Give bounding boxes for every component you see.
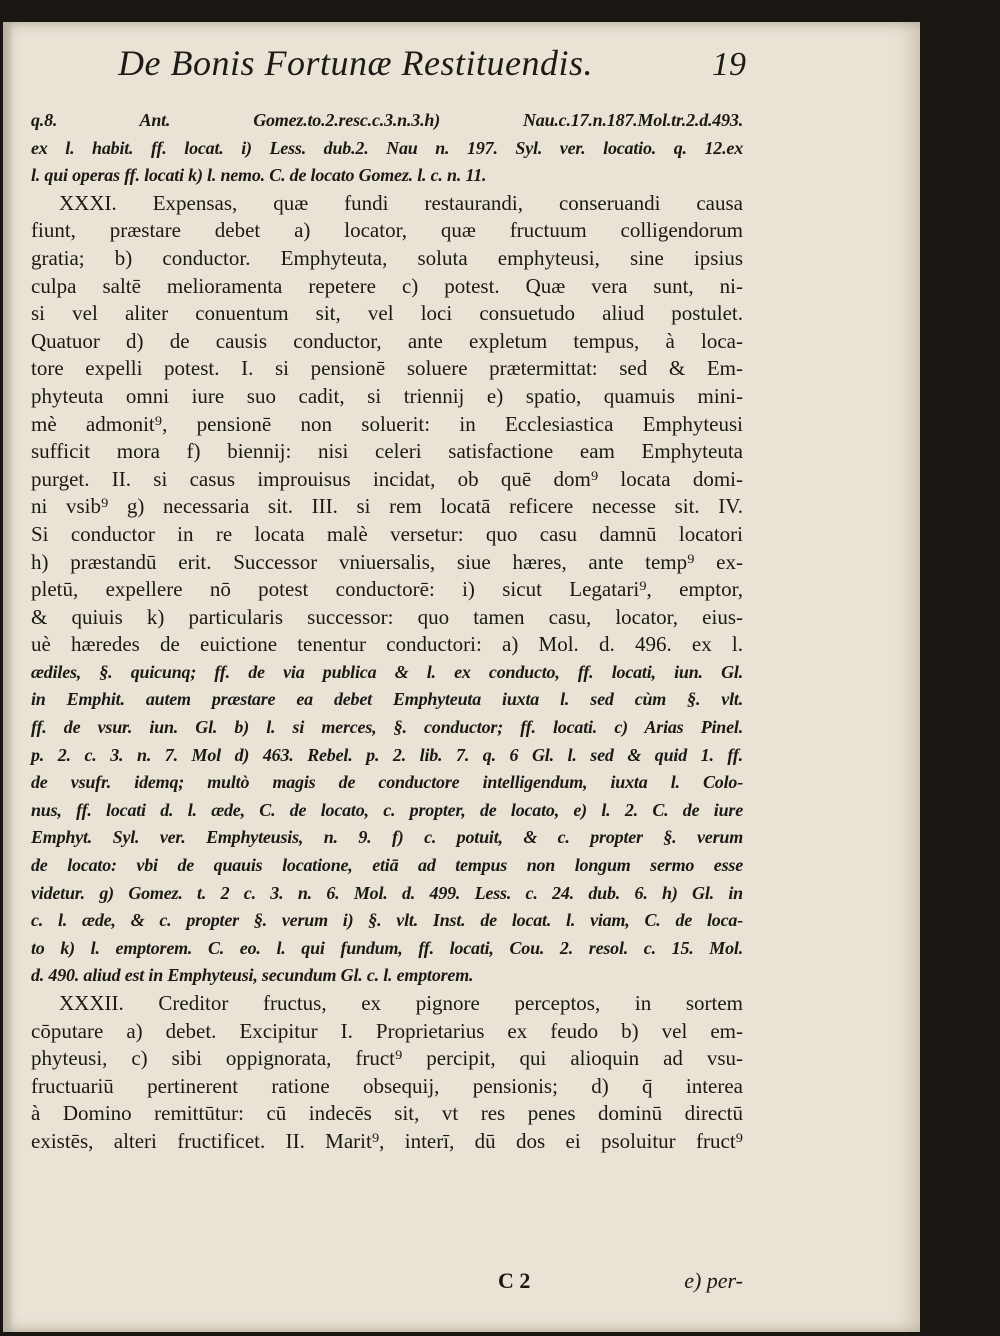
signature-mark: C 2: [498, 1268, 531, 1293]
text-line: uè hæredes de euictione tenentur conductori: a) Mol. d. 496. ex l.: [31, 632, 743, 657]
text-line: purget. II. si casus improuisus incidat, ob quē dom⁹ locata domi-: [31, 466, 743, 491]
footnote-line: videtur. g) Gomez. t. 2 c. 3. n. 6. Mol. d. 499. Less. c. 24. dub. 6. h) Gl. in: [31, 882, 743, 903]
footnote-line: q.8. Ant. Gomez.to.2.resc.c.3.n.3.h) Nau.c.17.n.187.Mol.tr.2.d.493.: [31, 110, 743, 130]
footnote-line: ædiles, §. quicunq; ff. de via publica & l. ex conducto, ff. locati, iun. Gl.: [31, 661, 743, 682]
footnote-line: Emphyt. Syl. ver. Emphyteusis, n. 9. f) c. potuit, & c. propter §. verum: [31, 827, 743, 848]
text-line: sufficit mora f) biennij: nisi celeri satisfactione eam Emphyteuta: [31, 439, 743, 464]
footnote-line: l. qui operas ff. locati k) l. nemo. C. de locato Gomez. l. c. n. 11.: [31, 165, 487, 186]
footnote-line: de vsufr. idemq; multò magis de conductore intelligendum, iuxta l. Colo-: [31, 772, 743, 793]
footnote-line: ex l. habit. ff. locat. i) Less. dub.2. Nau n. 197. Syl. ver. locatio. q. 12.ex: [31, 137, 743, 158]
text-line: & quiuis k) particularis successor: quo tamen casu, locator, eius-: [31, 604, 743, 629]
catchword: e) per-: [684, 1268, 743, 1293]
text-line: phyteuta omni iure suo cadit, si triennij e) spatio, quamuis mini-: [31, 383, 743, 408]
text-line: XXXII. Creditor fructus, ex pignore perceptos, in sortem: [59, 991, 743, 1015]
page-footer: [483, 1268, 743, 1302]
text-line: XXXI. Expensas, quæ fundi restaurandi, conseruandi causa: [59, 190, 743, 215]
footnote-line: p. 2. c. 3. n. 7. Mol d) 463. Rebel. p. 2. lib. 7. q. 6 Gl. l. sed & quid 1. ff.: [31, 744, 743, 765]
footnote-line: to k) l. emptorem. C. eo. l. qui fundum, ff. locati, Cou. 2. resol. c. 15. Mol.: [31, 937, 743, 958]
text-line: Si conductor in re locata malè versetur: quo casu damnū locatori: [31, 521, 743, 546]
footnote-line: d. 490. aliud est in Emphyteusi, secundum Gl. c. l. emptorem.: [31, 965, 474, 986]
text-line: cōputare a) debet. Excipitur I. Proprietarius ex feudo b) vel em-: [31, 1018, 743, 1043]
footnote-line: nus, ff. locati d. l. æde, C. de locato, c. propter, de locato, e) l. 2. C. de iure: [31, 799, 743, 820]
text-line: h) præstandū erit. Successor vniuersalis, siue hæres, ante temp⁹ ex-: [31, 549, 743, 574]
text-line: pletū, expellere nō potest conductorē: i) sicut Legatari⁹, emptor,: [31, 577, 743, 602]
text-line: ni vsib⁹ g) necessaria sit. III. si rem locatā reficere necesse sit. IV.: [31, 494, 743, 519]
text-line: phyteusi, c) sibi oppignorata, fruct⁹ percipit, qui alioquin ad vsu-: [31, 1046, 743, 1071]
footnote-line: de locato: vbi de quauis locatione, etiā ad tempus non longum sermo esse: [31, 855, 743, 876]
text-line: culpa saltē melioramenta repetere c) potest. Quæ vera sunt, ni-: [31, 273, 743, 298]
text-line: existēs, alteri fructificet. II. Marit⁹, interī, dū dos ei psoluitur fruct⁹: [31, 1128, 743, 1153]
footnote-line: ff. de vsur. iun. Gl. b) l. si merces, §. conductor; ff. locati. c) Arias Pinel.: [31, 717, 743, 738]
page-header: [118, 42, 746, 92]
text-line: fiunt, præstare debet a) locator, quæ fructuum colligendorum: [31, 218, 743, 243]
running-title: De Bonis Fortunæ Restituendis.: [118, 43, 593, 83]
text-line: mè admonit⁹, pensionē non soluerit: in Ecclesiastica Emphyteusi: [31, 411, 743, 436]
page-text: [31, 107, 743, 1156]
page-number: 19: [712, 46, 746, 83]
text-line: gratia; b) conductor. Emphyteuta, soluta emphyteusi, sine ipsius: [31, 245, 743, 270]
footnote-line: c. l. æde, & c. propter §. verum i) §. vlt. Inst. de locat. l. viam, C. de loca-: [31, 910, 743, 931]
text-line: Quatuor d) de causis conductor, ante expletum tempus, à loca-: [31, 328, 743, 353]
text-line: tore expelli potest. I. si pensionē soluere prætermittat: sed & Em-: [31, 356, 743, 381]
text-line: à Domino remittūtur: cū indecēs sit, vt res penes dominū directū: [31, 1101, 743, 1126]
text-line: si vel aliter conuentum sit, vel loci consuetudo aliud postulet.: [31, 301, 743, 326]
text-line: fructuariū pertinerent ratione obsequij, pensionis; d) q̄ interea: [31, 1073, 743, 1098]
footnote-line: in Emphit. autem præstare ea debet Emphyteuta iuxta l. sed cùm §. vlt.: [31, 689, 743, 710]
book-page: [3, 22, 920, 1332]
